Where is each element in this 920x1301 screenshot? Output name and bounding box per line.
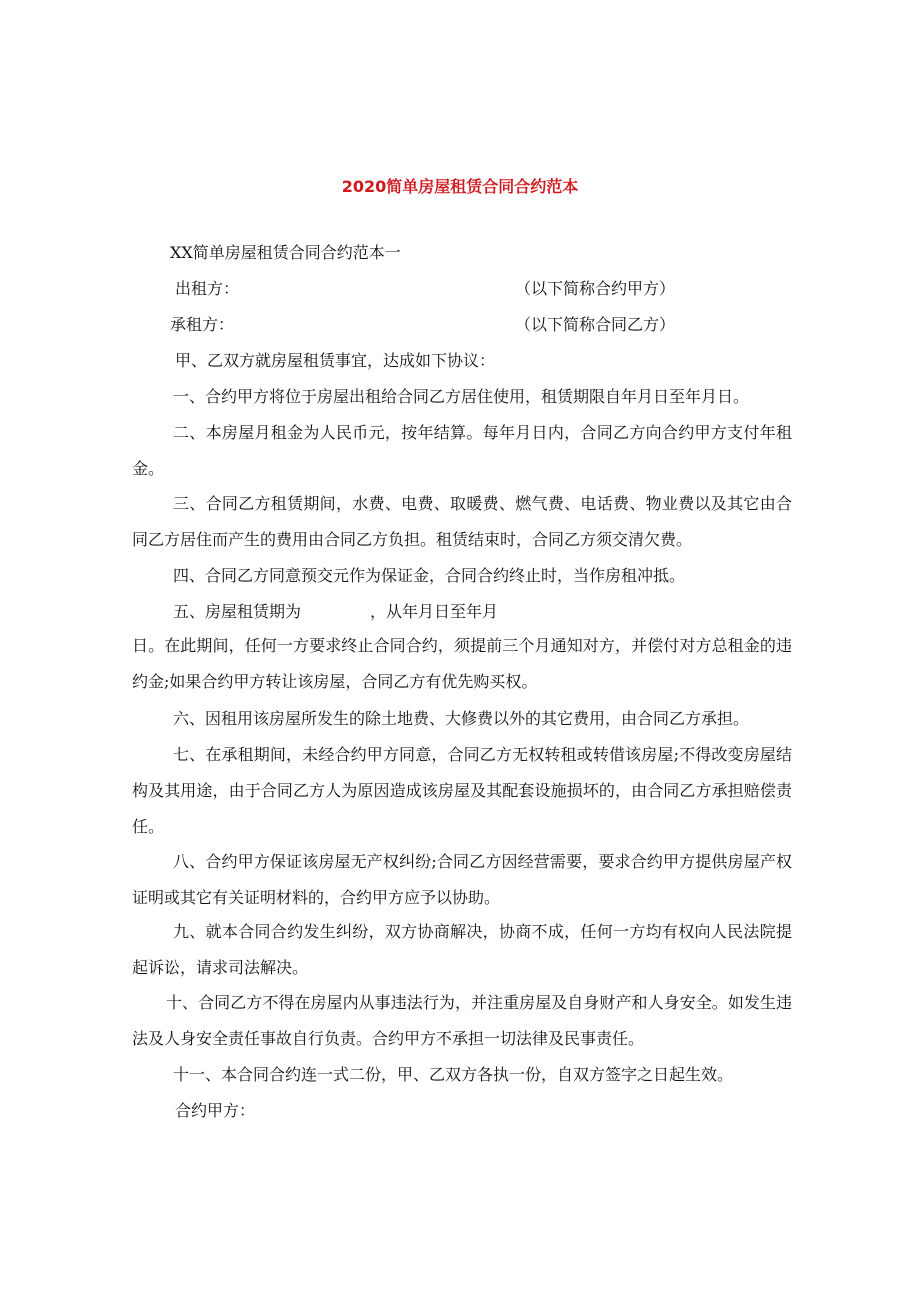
document-title: 2020简单房屋租赁合同合约范本 <box>341 177 579 196</box>
document-subtitle: XX简单房屋租赁合同合约范本一 <box>170 243 401 262</box>
lessee-label: 承租方： <box>170 315 235 334</box>
lessor-line <box>175 279 835 299</box>
clause-6: 六、因租用该房屋所发生的除土地费、大修费以外的其它费用，由合同乙方承担。 <box>173 709 750 728</box>
intro-text: 甲、乙双方就房屋租赁事宜，达成如下协议： <box>175 351 496 370</box>
lessee-line <box>170 315 830 335</box>
clause-2: 二、本房屋月租金为人民币元，按年结算。每年月日内，合同乙方向合约甲方支付年租金。 <box>132 423 792 478</box>
clause-9: 九、就本合同合约发生纠纷，双方协商解决，协商不成，任何一方均有权向人民法院提起诉讼，请求司法解决。 <box>132 922 792 977</box>
clause-4: 四、合同乙方同意预交元作为保证金，合同合约终止时，当作房租冲抵。 <box>173 566 686 585</box>
clause-5-head: 五、房屋租赁期为 <box>173 602 302 621</box>
clause-10: 十、合同乙方不得在房屋内从事违法行为，并注重房屋及自身财产和人身安全。如发生违法及人身安全责任事故自行负责。合约甲方不承担一切法律及民事责任。 <box>132 993 792 1048</box>
clause-11: 十一、本合同合约连一式二份，甲、乙双方各执一份，自双方签字之日起生效。 <box>173 1065 734 1084</box>
lessee-note: （以下简称合同乙方） <box>515 315 676 334</box>
lessor-note: （以下简称合约甲方） <box>515 279 676 298</box>
clause-7: 七、在承租期间，未经合约甲方同意，合同乙方无权转租或转借该房屋;不得改变房屋结构及其用途，由于合同乙方人为原因造成该房屋及其配套设施损坏的，由合同乙方承担赔偿责任。 <box>132 745 792 836</box>
lessor-label: 出租方： <box>175 279 240 298</box>
clause-5-body: 日。在此期间，任何一方要求终止合同合约，须提前三个月通知对方，并偿付对方总租金的违约金;如果合约甲方转让该房屋，合同乙方有优先购买权。 <box>132 636 792 691</box>
signature-label: 合约甲方： <box>175 1101 256 1120</box>
clause-5-tail: ，从年月日至年月 <box>370 602 499 621</box>
clause-5-head-line <box>173 602 833 622</box>
clause-8: 八、合约甲方保证该房屋无产权纠纷;合同乙方因经营需要，要求合约甲方提供房屋产权证明或其它有关证明材料的，合约甲方应予以协助。 <box>132 852 792 907</box>
clause-3: 三、合同乙方租赁期间，水费、电费、取暖费、燃气费、电话费、物业费以及其它由合同乙方居住而产生的费用由合同乙方负担。租赁结束时，合同乙方须交清欠费。 <box>132 494 792 549</box>
clause-1: 一、合约甲方将位于房屋出租给合同乙方居住使用，租赁期限自年月日至年月日。 <box>173 387 750 406</box>
